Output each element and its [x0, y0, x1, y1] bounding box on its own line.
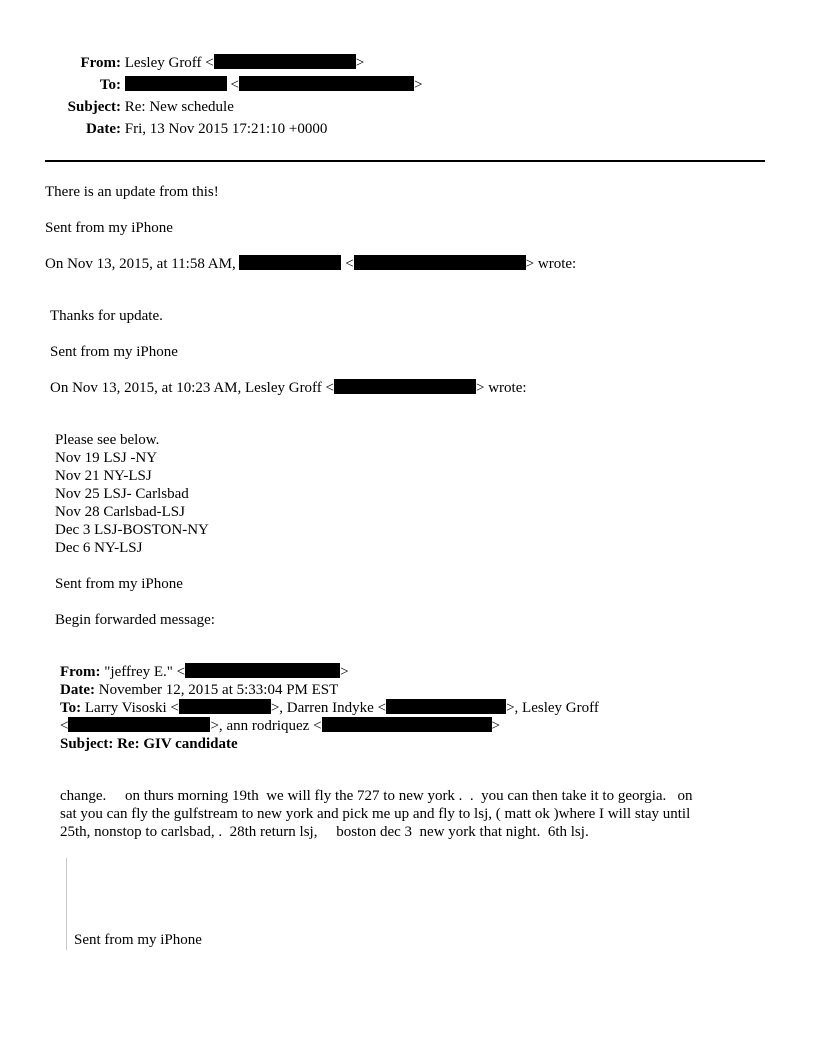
header-subject-label: Subject:: [67, 99, 121, 115]
header-subject-row: [45, 98, 234, 116]
schedule-item: Nov 19 LSJ -NY: [55, 450, 158, 466]
header-date-value: Fri, 13 Nov 2015 17:21:10 +0000: [124, 121, 328, 137]
fwd-subject-label: Subject:: [60, 736, 114, 752]
redaction-box: [68, 717, 210, 732]
header-from-row: From: Lesley Groff < >: [45, 54, 364, 72]
schedule-item: Nov 21 NY-LSJ: [55, 468, 152, 484]
body-please-see: Please see below.: [55, 432, 160, 448]
redaction-box: [125, 76, 227, 91]
body-wrote-line-2: On Nov 13, 2015, at 10:23 AM, Lesley Groff < > wrote:: [50, 380, 527, 396]
fwd-from-row: From: "jeffrey E." < >: [60, 664, 349, 680]
fwd-message-line: 25th, nonstop to carlsbad, . 28th return lsj, boston dec 3 new york that night. 6th lsj.: [60, 824, 589, 840]
redaction-box: [185, 663, 340, 678]
header-subject-value: Re: New schedule: [124, 99, 234, 115]
fwd-date-row: Date: November 12, 2015 at 5:33:04 PM EST: [60, 682, 339, 698]
schedule-item: Dec 6 NY-LSJ: [55, 540, 143, 556]
schedule-item: Nov 28 Carlsbad-LSJ: [55, 504, 185, 520]
header-divider: [45, 160, 765, 162]
schedule-item: Dec 3 LSJ-BOSTON-NY: [55, 522, 209, 538]
fwd-to-row-continued: < >, ann rodriquez < >: [60, 718, 501, 734]
redaction-box: [214, 54, 356, 69]
redaction-box: [239, 255, 341, 270]
body-begin-forwarded: Begin forwarded message:: [55, 612, 215, 628]
header-date-label: Date:: [86, 121, 121, 137]
fwd-message-line: sat you can fly the gulfstream to new york and pick me up and fly to lsj, ( matt ok )where I will stay until: [60, 806, 691, 822]
schedule-item: Nov 25 LSJ- Carlsbad: [55, 486, 189, 502]
fwd-from-label: From:: [60, 664, 101, 680]
fwd-to-row: To: Larry Visoski < >, Darren Indyke < >, Lesley Groff: [60, 700, 599, 716]
body-sent-signature: Sent from my iPhone: [50, 344, 178, 360]
header-to-row: To: < >: [45, 76, 422, 94]
header-to-label: To:: [99, 77, 121, 93]
fwd-message-line: change. on thurs morning 19th we will fly the 727 to new york . . you can then take it to georgia. on: [60, 788, 693, 804]
header-from-value: Lesley Groff: [124, 55, 202, 71]
redaction-box: [386, 699, 506, 714]
fwd-subject-row: Subject: Re: GIV candidate: [60, 736, 238, 752]
body-line-update: There is an update from this!: [45, 184, 219, 200]
fwd-date-label: Date:: [60, 682, 95, 698]
header-from-label: From:: [80, 55, 121, 71]
fwd-to-label: To:: [60, 700, 82, 716]
body-sent-signature: Sent from my iPhone: [45, 220, 173, 236]
fwd-sent-signature: Sent from my iPhone: [74, 932, 202, 948]
redaction-box: [239, 76, 414, 91]
body-wrote-line-1: On Nov 13, 2015, at 11:58 AM, < > wrote:: [45, 256, 577, 272]
redaction-box: [179, 699, 271, 714]
body-thanks: Thanks for update.: [50, 308, 163, 324]
redaction-box: [354, 255, 526, 270]
header-date-row: [45, 120, 327, 138]
quote-bar: [66, 858, 67, 950]
redaction-box: [322, 717, 492, 732]
redaction-box: [334, 379, 476, 394]
body-sent-signature: Sent from my iPhone: [55, 576, 183, 592]
